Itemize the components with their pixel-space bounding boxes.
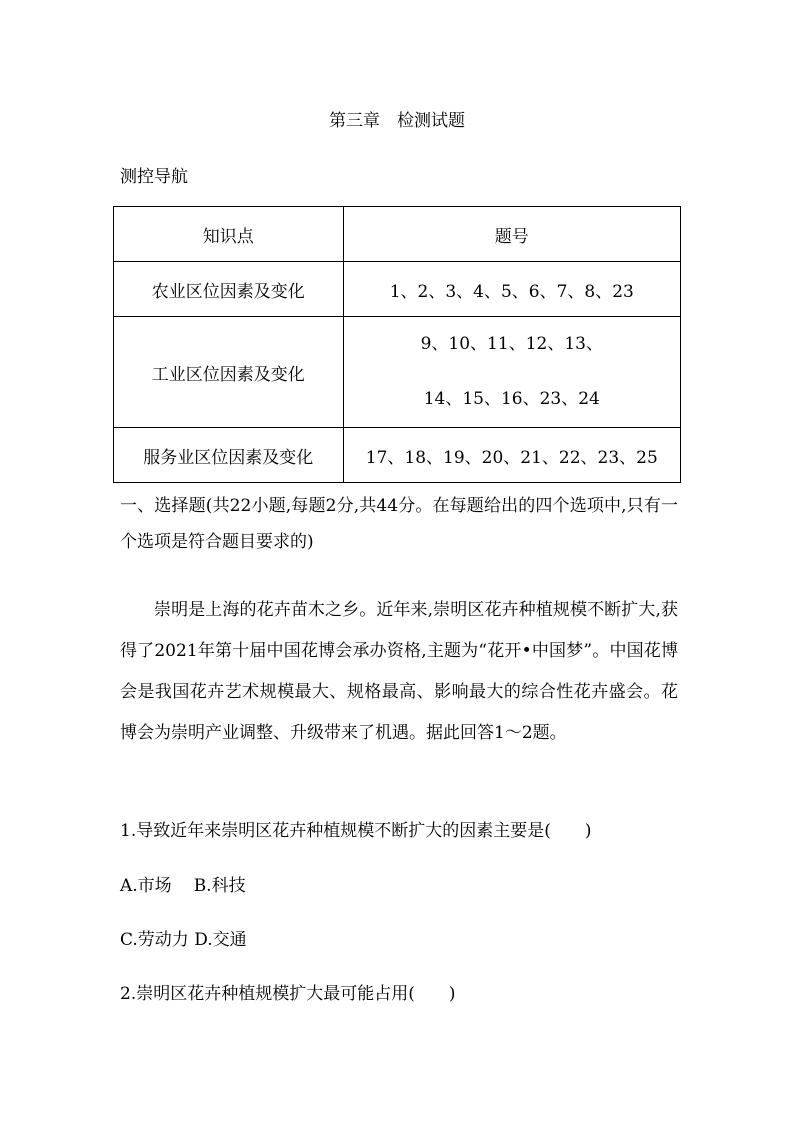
table-cell-topic: 工业区位因素及变化: [114, 317, 344, 428]
table-cell-numbers: [343, 317, 680, 428]
table-cell-topic: 服务业区位因素及变化: [114, 428, 344, 483]
question-1-stem: 1.导致近年来崇明区花卉种植规模不断扩大的因素主要是( ): [120, 821, 592, 841]
table-cell-numbers: 17、18、19、20、21、22、23、25: [343, 428, 680, 483]
section-label: 测控导航: [120, 167, 188, 187]
option-a: A.市场: [120, 876, 172, 896]
reading-passage: 崇明是上海的花卉苗木之乡。近年来,崇明区花卉种植规模不断扩大,获得了2021年第十届中国花博会承办资格,主题为“花开•中国梦”。中国花博会是我国花卉艺术规模最大、规格最高、影响最大的综合性花卉盛会。花博会为崇明产业调整、升级带来了机遇。据此回答1～2题。: [120, 600, 678, 743]
option-c: C.劳动力: [120, 930, 189, 950]
option-b: B.科技: [193, 876, 246, 896]
navigation-table: [113, 206, 681, 483]
page-title: 第三章 检测试题: [329, 111, 465, 131]
table-cell-numbers: 1、2、3、4、5、6、7、8、23: [343, 262, 680, 317]
question-1-options-row-1: [120, 867, 678, 905]
table-cell-topic: 农业区位因素及变化: [114, 262, 344, 317]
table-cell-numbers-line: 9、10、11、12、13、: [420, 334, 603, 354]
table-row: [114, 262, 681, 317]
question-2-stem: 2.崇明区花卉种植规模扩大最可能占用( ): [120, 984, 456, 1004]
table-row: [114, 428, 681, 483]
table-row: [114, 317, 681, 428]
table-header-row: [114, 207, 681, 262]
question-1-options-row-2: [120, 921, 678, 959]
table-header-numbers: 题号: [343, 207, 680, 262]
table-header-topic: 知识点: [114, 207, 344, 262]
section-instructions: 一、选择题(共22小题,每题2分,共44分。在每题给出的四个选项中,只有一个选项是符合题目要求的): [120, 496, 678, 552]
table-cell-numbers-line: 14、15、16、23、24: [423, 389, 600, 409]
option-d: D.交通: [194, 930, 247, 950]
